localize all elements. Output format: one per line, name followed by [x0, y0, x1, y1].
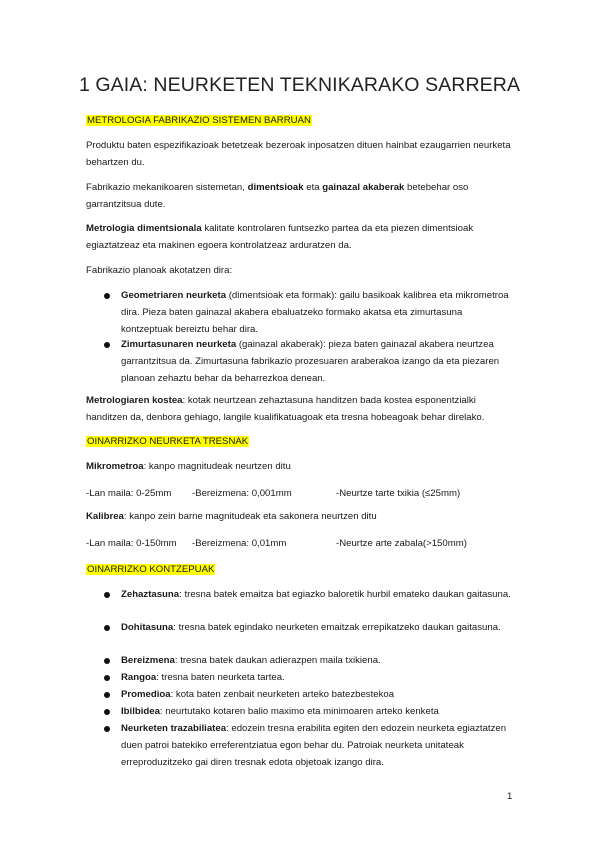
spec-range: -Lan maila: 0-25mm [86, 488, 172, 499]
bullet-icon [104, 709, 110, 715]
text-segment: : kanpo magnitudeak neurtzen ditu [143, 461, 291, 472]
text-segment: : tresna baten neurketa tartea. [156, 672, 285, 683]
bold-term: dimentsioak [247, 182, 304, 193]
list-item [121, 703, 516, 720]
paragraph-planoak: Fabrikazio planoak akotatzen dira: [86, 265, 233, 276]
list-item [121, 336, 516, 387]
section-heading-kontzeptuak [86, 561, 514, 578]
text-segment: (dimentsioak eta formak): gailu basikoak kalibrea eta mikrometroa dira. Pieza baten gainazal akabera ebaluatzeko formako akatsa eta zimurtasuna kontzeptuak bereiztu behar dira. [121, 290, 509, 335]
bold-term: Ibilbidea [121, 706, 160, 717]
bold-term: Metrologia dimentsionala [86, 223, 202, 234]
bold-term: Neurketen trazabiliatea [121, 723, 227, 734]
section-heading-metrologia [86, 112, 514, 129]
bullet-icon [104, 726, 110, 732]
bullet-icon [104, 658, 110, 664]
paragraph-intro: Produktu baten espezifikazioak betetzeak bezeroak inposatzen dituen hainbat ezaugarrien neurketa behartzen du. [86, 140, 511, 168]
paragraph-kostea [86, 392, 514, 426]
bullet-icon [104, 592, 110, 598]
paragraph-fabrikazio [86, 179, 514, 213]
text-segment: : edozein tresna erabilita egiten den edozein neurketa egiaztatzen duen patroi batekiko erreferentziatua egon behar du. Patroiak neurketa unitateak erreproduzitzeko gai diren tresnak edota objetoak izango dira. [121, 723, 507, 768]
list-item [121, 720, 516, 771]
page-title: 1 GAIA: NEURKETEN TEKNIKARAKO SARRERA [78, 74, 521, 96]
list-item [121, 686, 516, 703]
section-heading-tresnak [86, 433, 514, 450]
bullet-icon [104, 293, 110, 299]
bold-term: Metrologiaren kostea [86, 395, 183, 406]
text-segment: : tresna batek emaitza bat egiazko baloretik hurbil emateko daukan gaitasuna. [179, 589, 511, 600]
list-item [121, 669, 516, 686]
section-heading-text: OINARRIZKO KONTZEPUAK [87, 564, 215, 575]
bullet-icon [104, 342, 110, 348]
spec-note: -Neurtze arte zabala(>150mm) [336, 538, 467, 549]
text-segment: kalitate kontrolaren funtsezko partea da eta piezen dimentsioak egiaztatzeaz eta makinen egoera kontrolatzeaz arduratzen da. [86, 223, 474, 251]
paragraph-kalibrea [86, 508, 514, 525]
spec-resolution: -Bereizmena: 0,001mm [192, 488, 292, 499]
spec-resolution: -Bereizmena: 0,01mm [192, 538, 287, 549]
section-heading-text: OINARRIZKO NEURKETA TRESNAK [87, 436, 249, 447]
text-segment: : tresna batek egindako neurketen emaitzak errepikatzeko daukan gaitasuna. [173, 622, 501, 633]
list-item [121, 652, 516, 669]
bullet-icon [104, 675, 110, 681]
paragraph-metrologia-dimentsionala [86, 220, 514, 254]
bold-term: gainazal akaberak [322, 182, 405, 193]
bold-term: Geometriaren neurketa [121, 290, 227, 301]
text-segment: (gainazal akaberak): pieza baten gainazal akabera neurtzea garrantzitsua da. Zimurtasuna fabrikazio prozesuaren araberakoa izango da eta piezaren planoan zehaztu behar da beharrezkoa denean. [121, 339, 500, 384]
bullet-icon [104, 625, 110, 631]
paragraph-mikrometroa [86, 458, 514, 475]
text-segment: betebehar oso garrantzitsua dute. [86, 182, 469, 210]
page-number: 1 [507, 791, 513, 802]
bold-term: Rangoa [121, 672, 157, 683]
section-heading-text: METROLOGIA FABRIKAZIO SISTEMEN BARRUAN [87, 115, 311, 126]
text-segment: : kota baten zenbait neurketen arteko batezbestekoa [170, 689, 395, 700]
list-item [121, 287, 516, 338]
bold-term: Kalibrea [86, 511, 124, 522]
bold-term: Promedioa [121, 689, 171, 700]
spec-range: -Lan maila: 0-150mm [86, 538, 177, 549]
text-segment: Fabrikazio mekanikoaren sistemetan, [86, 182, 248, 193]
list-item [121, 586, 516, 603]
bullet-icon [104, 692, 110, 698]
bold-term: Dohitasuna [121, 622, 174, 633]
text-segment: eta [303, 182, 323, 193]
text-segment: : kanpo zein barne magnitudeak eta sakonera neurtzen ditu [123, 511, 377, 522]
bold-term: Zimurtasunaren neurketa [121, 339, 237, 350]
text-segment: : kotak neurtzean zehaztasuna handitzen bada kostea esponentzialki handitzen da, denbora gehiago, langile kualifikatuagoak eta tresna hobeagoak behar direlako. [86, 395, 485, 423]
spec-note: -Neurtze tarte txikia (≤25mm) [336, 488, 461, 499]
text-segment: : neurtutako kotaren balio maximo eta minimoaren arteko kenketa [159, 706, 439, 717]
bold-term: Bereizmena [121, 655, 175, 666]
bold-term: Mikrometroa [86, 461, 144, 472]
text-segment: : tresna batek daukan adierazpen maila txikiena. [174, 655, 381, 666]
list-item [121, 619, 516, 636]
bold-term: Zehaztasuna [121, 589, 180, 600]
